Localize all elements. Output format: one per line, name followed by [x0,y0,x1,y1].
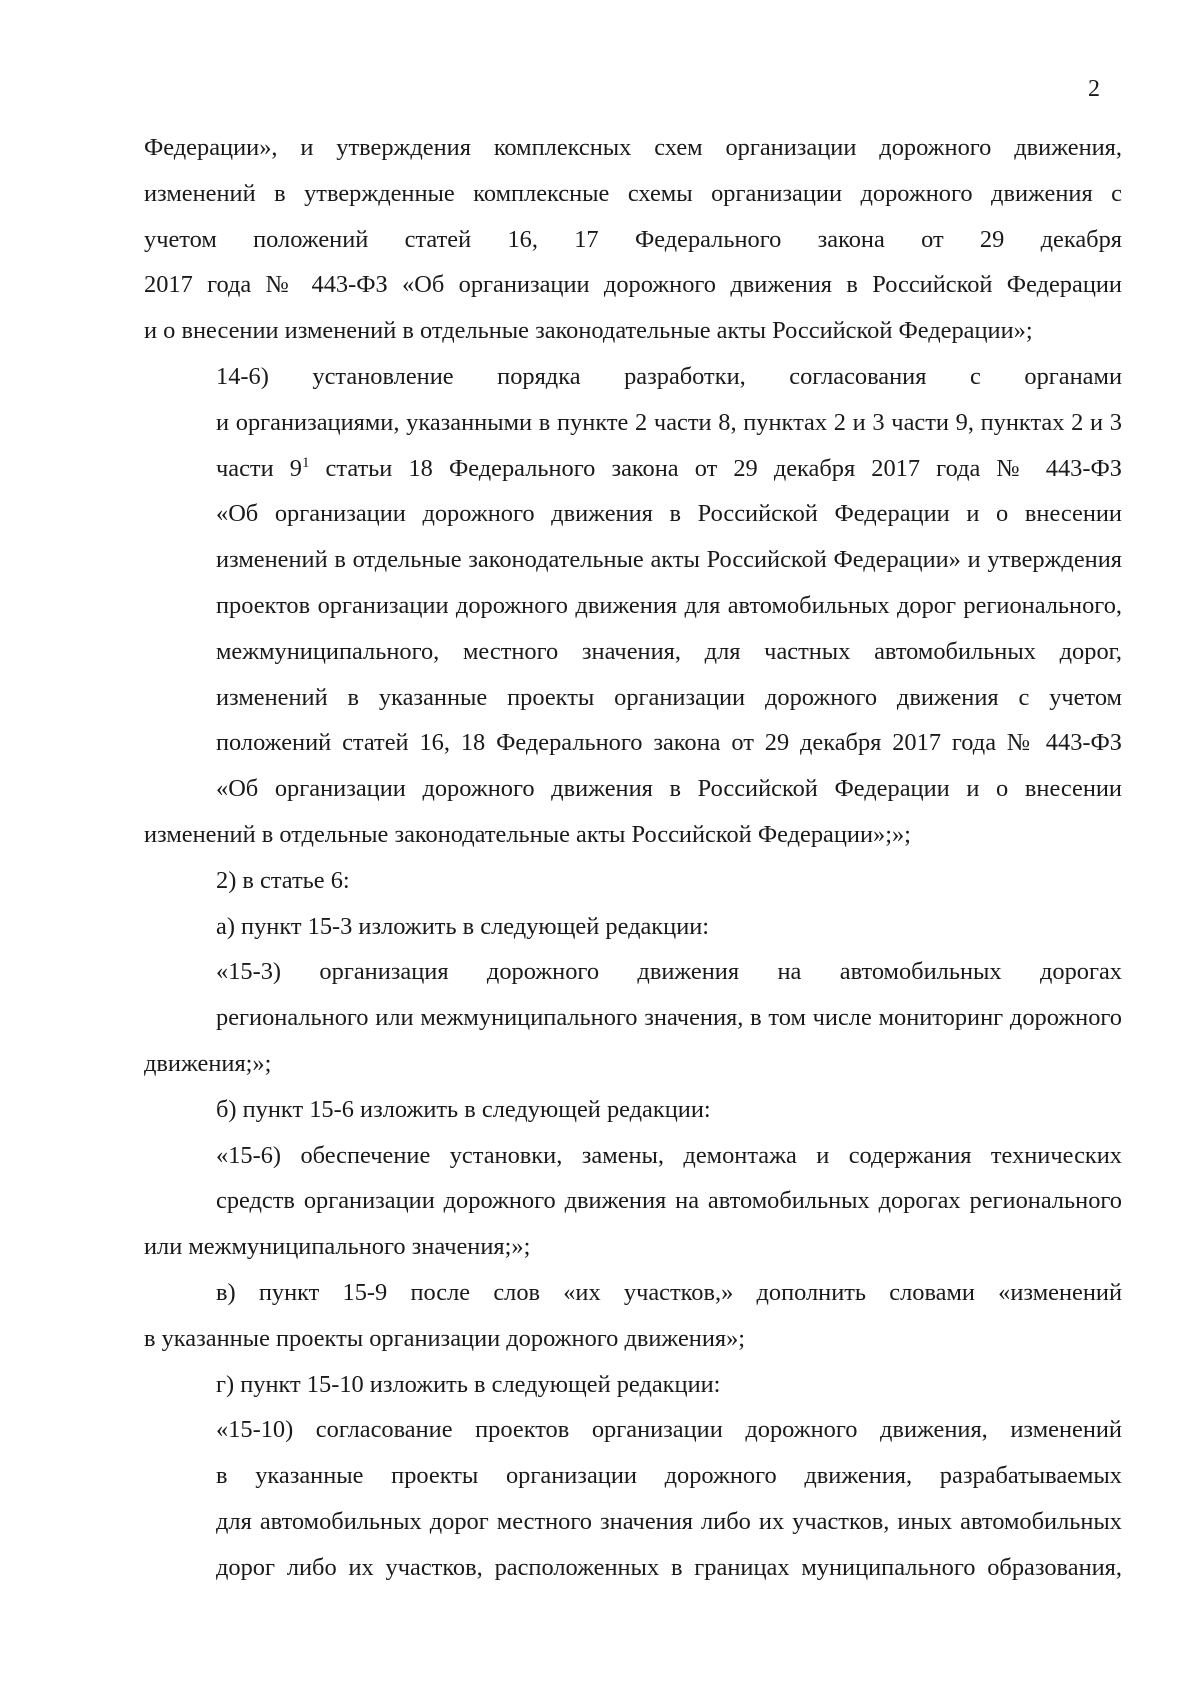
text-line-with-superscript [144,446,1122,492]
text-line: изменений в указанные проекты организации дорожного движения с учетом [216,683,1122,711]
paragraph-15-6 [144,1133,1122,1270]
text-line: учетом положений статей 16, 17 Федерального закона от 29 декабря [144,225,1122,253]
paragraph-14-6 [144,354,1122,858]
text-line: и организациями, указанными в пункте 2 части 8, пунктах 2 и 3 части 9, пунктах 2 и 3 [216,408,1122,436]
text-line: «Об организации дорожного движения в Российской Федерации и о внесении [216,775,1122,803]
text-line: положений статей 16, 18 Федерального закона от 29 декабря 2017 года № 443-ФЗ [216,729,1122,757]
text-fragment: части 9 [216,454,302,482]
paragraph-15-10 [144,1407,1122,1590]
text-line: «15-6) обеспечение установки, замены, демонтажа и содержания технических [216,1141,1122,1169]
text-line: проектов организации дорожного движения для автомобильных дорог регионального, [216,591,1122,619]
text-line-last: 2) в статье 6: [216,866,350,894]
paragraph-item-v [144,1270,1122,1362]
text-line: изменений в отдельные законодательные акты Российской Федерации» и утверждения [216,546,1122,574]
text-line: «Об организации дорожного движения в Российской Федерации и о внесении [216,500,1122,528]
page-number: 2 [1088,76,1100,102]
text-line: «15-10) согласование проектов организации дорожного движения, изменений [216,1416,1122,1444]
text-line-last: а) пункт 15-3 изложить в следующей редакции: [216,912,710,940]
text-fragment: статьи 18 Федерального закона от 29 декабря 2017 года № 443-ФЗ [309,454,1122,482]
text-line-last: и о внесении изменений в отдельные законодательные акты Российской Федерации»; [144,317,1033,345]
text-line: в указанные проекты организации дорожного движения, разрабатываемых [216,1462,1122,1490]
text-line-last: движения;»; [144,1049,272,1077]
text-line-last: или межмуниципального значения;»; [144,1233,531,1261]
text-line: Федерации», и утверждения комплексных схем организации дорожного движения, [144,134,1122,161]
text-line: изменений в утвержденные комплексные схемы организации дорожного движения с [144,179,1122,207]
text-line: дорог либо их участков, расположенных в границах муниципального образования, [216,1553,1122,1581]
text-line: средств организации дорожного движения на автомобильных дорогах регионального [216,1187,1122,1215]
text-line: 14-6) установление порядка разработки, согласования с органами [216,362,1122,390]
paragraph-item-2 [144,858,1122,904]
paragraph-1 [144,125,1122,354]
paragraph-item-b [144,1087,1122,1133]
text-line: в) пункт 15-9 после слов «их участков,» дополнить словами «изменений [216,1278,1122,1306]
text-line: «15-3) организация дорожного движения на автомобильных дорогах [216,958,1122,986]
text-line: для автомобильных дорог местного значения либо их участков, иных автомобильных [216,1507,1122,1535]
paragraph-item-a [144,904,1122,950]
text-line-last: б) пункт 15-6 изложить в следующей редакции: [216,1095,711,1123]
paragraph-item-g [144,1362,1122,1408]
text-line-last: изменений в отдельные законодательные акты Российской Федерации»;»; [144,820,911,848]
superscript: 1 [301,454,310,471]
text-line-last: г) пункт 15-10 изложить в следующей редакции: [216,1370,721,1398]
document-body [144,125,1122,1591]
text-line: межмуниципального, местного значения, для частных автомобильных дорог, [216,637,1122,665]
text-line-last: в указанные проекты организации дорожного движения»; [144,1324,746,1352]
text-line: 2017 года № 443-ФЗ «Об организации дорожного движения в Российской Федерации [144,271,1122,299]
text-line: регионального или межмуниципального значения, в том числе мониторинг дорожного [216,1004,1122,1032]
paragraph-15-3 [144,949,1122,1086]
